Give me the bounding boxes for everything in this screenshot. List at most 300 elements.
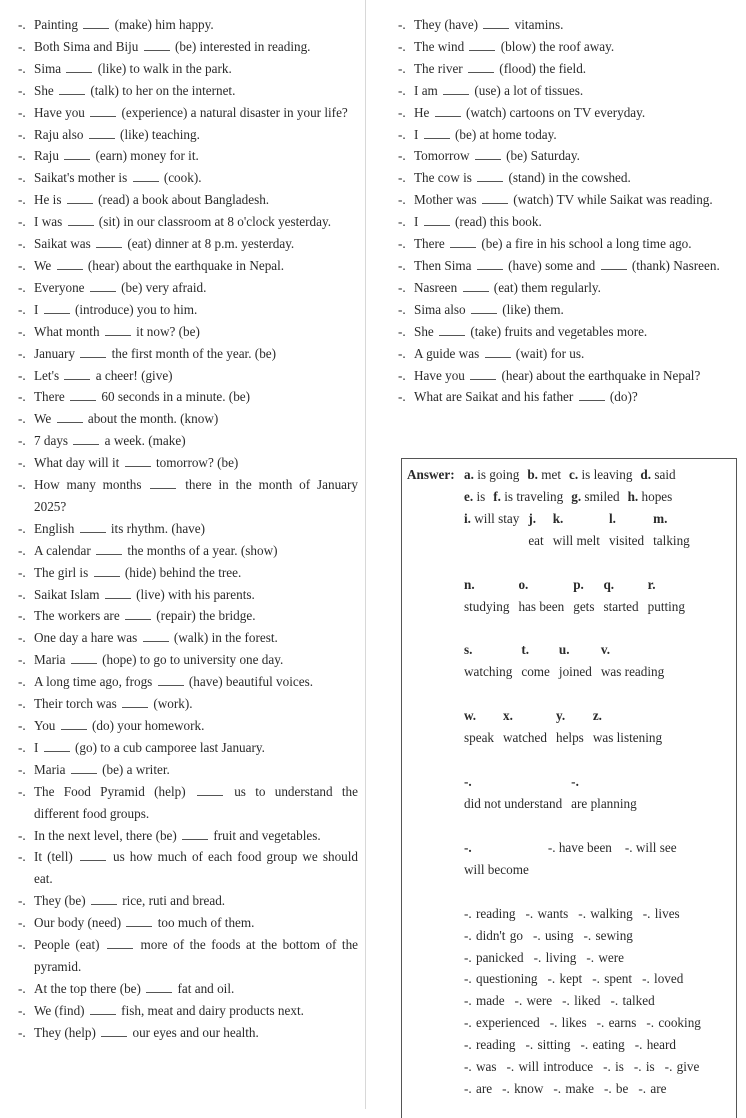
right-exercise-column (398, 14, 738, 408)
answer-text: talking (653, 532, 690, 548)
answer-text: studying (464, 598, 510, 614)
item-bullet: -. (398, 389, 406, 405)
exercise-item (398, 233, 738, 255)
answer-blank[interactable] (439, 324, 465, 336)
item-text-after: (be) very afraid. (121, 279, 207, 295)
item-bullet: -. (398, 257, 406, 273)
item-bullet: -. (18, 827, 26, 843)
exercise-item (18, 759, 358, 781)
item-text-before: She (34, 82, 54, 98)
answer-blank[interactable] (477, 258, 503, 270)
item-bullet: -. (18, 586, 26, 602)
spacer (464, 881, 732, 903)
answer-text: speak (464, 730, 495, 746)
answer-blank[interactable] (80, 346, 106, 358)
answer-letter: f. (493, 488, 501, 504)
answer-text: -. walking (578, 905, 633, 921)
answer-letter: o. (518, 576, 529, 592)
answer-text: is traveling (504, 488, 564, 504)
item-text-after: (talk) to her on the internet. (90, 82, 236, 98)
item-bullet: -. (18, 433, 26, 449)
answer-row (464, 903, 732, 925)
item-text-before: He (414, 104, 430, 120)
answer-entry (464, 508, 519, 552)
item-bullet: -. (18, 455, 26, 471)
answer-blank[interactable] (482, 192, 508, 204)
item-bullet: -. (18, 739, 26, 755)
item-text-before: English (34, 520, 75, 536)
answer-blank[interactable] (450, 236, 476, 248)
item-text-after: (stand) in the cowshed. (508, 170, 631, 186)
answer-letter: -. (464, 839, 472, 855)
answer-text: will stay (474, 510, 520, 526)
item-bullet: -. (398, 345, 406, 361)
answer-text: gets (573, 598, 595, 614)
exercise-item (398, 124, 738, 146)
answer-blank[interactable] (89, 127, 115, 139)
item-text-after: (make) him happy. (114, 17, 214, 32)
item-text-after: (hide) behind the tree. (124, 564, 242, 580)
answer-blank[interactable] (90, 280, 116, 292)
answer-text: helps (555, 730, 584, 746)
answer-text: -. are (464, 1080, 493, 1096)
answer-row (464, 486, 732, 508)
answer-row (464, 990, 732, 1012)
item-bullet: -. (18, 214, 26, 230)
answer-text: met (541, 467, 562, 482)
item-bullet: -. (18, 542, 26, 558)
spacer (464, 815, 732, 837)
item-bullet: -. (398, 170, 406, 186)
item-text-after: (be) a fire in his school a long time ago. (481, 236, 692, 252)
item-bullet: -. (18, 718, 26, 733)
answer-blank[interactable] (601, 258, 627, 270)
answer-blank[interactable] (94, 565, 120, 577)
answer-blank[interactable] (463, 280, 489, 292)
answer-text: -. sewing (583, 927, 633, 943)
answer-entry (571, 771, 637, 815)
answer-row (464, 464, 732, 486)
item-text-after: fat and oil. (177, 980, 235, 996)
answer-blank[interactable] (61, 718, 87, 730)
answer-blank[interactable] (70, 389, 96, 401)
answer-blank[interactable] (71, 652, 97, 664)
answer-text: -. make (553, 1080, 594, 1096)
answer-text: -. reading (464, 905, 516, 921)
item-bullet: -. (398, 236, 406, 252)
answer-blank[interactable] (105, 587, 131, 599)
exercise-item (18, 80, 358, 102)
answer-blank[interactable] (96, 236, 122, 248)
item-text-after: rice, ruti and bread. (122, 893, 226, 909)
exercise-item (18, 277, 358, 299)
answer-letter: -. (571, 774, 579, 790)
answer-letter: x. (503, 708, 513, 724)
answer-letter: s. (464, 642, 473, 658)
answer-blank[interactable] (105, 324, 131, 336)
item-text-before: The workers are (34, 608, 120, 624)
item-text-after: (eat) them regularly. (493, 279, 601, 295)
item-bullet: -. (398, 192, 406, 208)
item-bullet: -. (398, 82, 406, 98)
answer-blank[interactable] (71, 762, 97, 774)
item-bullet: -. (18, 82, 26, 98)
exercise-item (18, 36, 358, 58)
answer-blank[interactable] (90, 105, 116, 117)
item-text-before: What month (34, 323, 100, 339)
item-text-before: I was (34, 214, 63, 230)
item-text-after: (have) beautiful voices. (188, 674, 314, 690)
item-text-after: a week. (make) (104, 433, 186, 449)
answer-blank[interactable] (125, 455, 151, 467)
item-text-before: Tomorrow (414, 148, 470, 164)
exercise-item (18, 693, 358, 715)
item-text-after: us how much of each food group we should eat. (34, 849, 359, 887)
answer-text: -. sitting (525, 1037, 571, 1053)
answer-blank[interactable] (64, 368, 90, 380)
item-bullet: -. (18, 126, 26, 142)
answer-blank[interactable] (485, 346, 511, 358)
answer-text: is leaving (581, 467, 633, 482)
answer-blank[interactable] (143, 630, 169, 642)
exercise-item (398, 36, 738, 58)
item-text-middle: (have) some and (508, 257, 596, 273)
answer-blank[interactable] (125, 608, 151, 620)
spacer (464, 683, 732, 705)
item-text-after: its rhythm. (have) (110, 520, 206, 536)
item-text-before: I (414, 214, 419, 230)
item-bullet: -. (18, 367, 26, 383)
answer-blank[interactable] (44, 740, 70, 752)
answer-text: -. cooking (646, 1015, 701, 1031)
item-bullet: -. (18, 915, 26, 931)
answer-text: -. panicked (464, 949, 524, 965)
answer-blank[interactable] (475, 148, 501, 160)
exercise-item (18, 671, 358, 693)
exercise-item (18, 365, 358, 387)
item-text-after: (introduce) you to him. (75, 301, 198, 317)
exercise-item (18, 781, 358, 825)
answer-blank[interactable] (197, 784, 223, 796)
exercise-item (18, 627, 358, 649)
answer-entry (573, 574, 594, 618)
item-text-before: They (be) (34, 893, 86, 909)
answer-entry (528, 508, 543, 552)
answer-text: -. questioning (464, 971, 538, 987)
answer-letter: v. (600, 642, 611, 658)
answer-blank[interactable] (101, 1025, 127, 1037)
answer-entry (553, 508, 600, 552)
answer-letter: d. (640, 467, 652, 482)
item-text-after: (use) a lot of tissues. (474, 82, 584, 98)
item-text-after: the first month of the year. (be) (111, 345, 277, 361)
answer-entry (493, 489, 563, 504)
answer-blank[interactable] (67, 192, 93, 204)
answer-blank[interactable] (150, 477, 176, 489)
answer-text: -. eating (580, 1037, 625, 1053)
answer-entry (518, 574, 564, 618)
exercise-item (18, 430, 358, 452)
answer-text: -. was (464, 1059, 497, 1075)
item-bullet: -. (18, 520, 26, 536)
answer-text: is going (477, 467, 520, 482)
answer-letter: m. (653, 510, 668, 526)
answer-entry (601, 639, 664, 683)
item-bullet: -. (18, 301, 26, 317)
answer-entry (464, 705, 494, 749)
answer-row (464, 1012, 732, 1034)
answer-entry (640, 467, 675, 482)
item-text-after: (be) a writer. (102, 761, 170, 777)
answer-text: are planning (571, 795, 637, 811)
item-text-before: We (34, 257, 52, 273)
item-bullet: -. (18, 389, 26, 405)
item-text-after: (be) Saturday. (506, 148, 580, 164)
answer-text: -. will introduce (506, 1059, 594, 1075)
item-text-before: Painting (34, 17, 78, 32)
item-text-before: Have you (34, 104, 85, 120)
answer-blank[interactable] (122, 696, 148, 708)
item-text-before: Saikat was (34, 236, 91, 252)
answer-blank[interactable] (59, 83, 85, 95)
answer-blank[interactable] (468, 61, 494, 73)
answer-text: watching (464, 664, 513, 680)
item-text-after: (walk) in the forest. (173, 630, 278, 646)
item-text-after: (like) them. (502, 301, 564, 317)
item-text-before: I (34, 739, 39, 755)
item-bullet: -. (18, 937, 26, 953)
answer-blank[interactable] (133, 170, 159, 182)
answer-text: -. earns (596, 1015, 637, 1031)
item-text-after: (read) this book. (455, 214, 542, 230)
answer-blank[interactable] (469, 39, 495, 51)
item-bullet: -. (18, 38, 26, 54)
exercise-item (398, 343, 738, 365)
exercise-item (18, 518, 358, 540)
answer-entry (521, 639, 550, 683)
answer-blank[interactable] (483, 17, 509, 29)
item-text-before: At the top there (be) (34, 980, 141, 996)
item-bullet: -. (398, 301, 406, 317)
answer-blank[interactable] (83, 17, 109, 29)
answer-entry (569, 467, 632, 482)
exercise-item (18, 474, 358, 518)
answer-letter: z. (592, 708, 602, 724)
item-text-after: us to understand the different food groups. (34, 783, 358, 821)
exercise-item (398, 299, 738, 321)
exercise-item (18, 605, 358, 627)
answer-text: is (476, 488, 486, 504)
answer-letter: -. (464, 774, 472, 790)
answer-row (464, 1056, 732, 1078)
item-text-before: Both Sima and Biju (34, 38, 139, 54)
answer-entry (571, 489, 619, 504)
left-exercise-column (18, 14, 358, 1044)
item-bullet: -. (18, 192, 26, 208)
answer-text: -. know (502, 1080, 544, 1096)
item-text-after: (watch) cartoons on TV everyday. (465, 104, 646, 120)
answer-text: come (521, 664, 550, 680)
answer-blank[interactable] (435, 105, 461, 117)
answer-blank[interactable] (90, 1003, 116, 1015)
item-text-after: (thank) Nasreen. (631, 257, 720, 273)
answer-text: -. have been (547, 839, 612, 855)
exercise-item (18, 1022, 358, 1044)
item-text-after: (like) teaching. (120, 126, 200, 142)
answer-blank[interactable] (146, 981, 172, 993)
item-bullet: -. (18, 60, 26, 76)
item-text-after: (take) fruits and vegetables more. (470, 323, 648, 339)
answer-row (464, 968, 732, 990)
answer-text: has been (518, 598, 565, 614)
item-text-before: Let's (34, 367, 60, 383)
answer-blank[interactable] (424, 214, 450, 226)
answer-text: -. is (603, 1059, 624, 1075)
item-bullet: -. (398, 60, 406, 76)
item-text-before: Saikat's mother is (34, 170, 128, 186)
answer-blank[interactable] (80, 521, 106, 533)
answer-blank[interactable] (182, 828, 208, 840)
item-text-after: vitamins. (514, 17, 564, 32)
exercise-item (18, 343, 358, 365)
item-text-after: about the month. (know) (87, 411, 219, 427)
item-bullet: -. (398, 214, 406, 230)
answer-blank[interactable] (477, 170, 503, 182)
item-text-before: Their torch was (34, 696, 117, 712)
item-text-after: (wait) for us. (515, 345, 585, 361)
answer-blank[interactable] (73, 433, 99, 445)
item-bullet: -. (18, 257, 26, 273)
answer-text: did not understand (464, 795, 563, 811)
item-text-before: He is (34, 192, 62, 208)
answer-blank[interactable] (158, 674, 184, 686)
answer-grid (464, 508, 732, 552)
item-text-before: Everyone (34, 279, 85, 295)
answer-blank[interactable] (470, 368, 496, 380)
item-bullet: -. (18, 1024, 26, 1040)
answer-letter: q. (603, 576, 615, 592)
spacer (464, 749, 732, 771)
exercise-item (18, 102, 358, 124)
item-text-after: (earn) money for it. (95, 148, 199, 164)
exercise-item (18, 649, 358, 671)
item-bullet: -. (18, 564, 26, 580)
exercise-item (18, 584, 358, 606)
answer-blank[interactable] (443, 83, 469, 95)
item-text-after: (experience) a natural disaster in your life? (121, 104, 348, 120)
item-text-before: A calendar (34, 542, 91, 558)
answer-blank[interactable] (64, 148, 90, 160)
exercise-item (398, 211, 738, 233)
answer-letter: y. (555, 708, 566, 724)
answer-entry (593, 705, 662, 749)
answer-entry (628, 489, 673, 504)
item-text-after: (repair) the bridge. (156, 608, 256, 624)
exercise-item (18, 737, 358, 759)
answer-blank[interactable] (66, 61, 92, 73)
answer-letter: h. (627, 488, 639, 504)
item-text-before: We (find) (34, 1002, 85, 1018)
item-text-after: (cook). (163, 170, 202, 186)
exercise-item (18, 408, 358, 430)
answer-blank[interactable] (126, 915, 152, 927)
exercise-item (398, 321, 738, 343)
answer-text: said (654, 467, 676, 482)
answer-entry (464, 467, 519, 482)
answer-letter: e. (464, 488, 474, 504)
answer-blank[interactable] (57, 258, 83, 270)
exercise-item (398, 189, 738, 211)
item-bullet: -. (18, 104, 26, 120)
answer-text: will melt (552, 532, 600, 548)
answer-text: -. will see (624, 839, 677, 855)
answer-entry (464, 574, 509, 618)
answer-blank[interactable] (80, 849, 106, 861)
answer-entry (464, 837, 529, 881)
item-text-after: it now? (be) (136, 323, 200, 339)
exercise-item (18, 846, 358, 890)
answer-blank[interactable] (579, 389, 605, 401)
answer-blank[interactable] (68, 214, 94, 226)
item-bullet: -. (398, 38, 406, 54)
answer-entry (559, 639, 592, 683)
answer-blank[interactable] (107, 937, 133, 949)
answer-letter: j. (528, 510, 537, 526)
exercise-item (18, 145, 358, 167)
answer-body (464, 464, 732, 1100)
exercise-item (18, 1000, 358, 1022)
item-text-after: more of the foods at the bottom of the pyramid. (34, 937, 359, 974)
exercise-item (18, 912, 358, 934)
answer-blank[interactable] (91, 893, 117, 905)
answer-text: -. reading (464, 1037, 516, 1053)
answer-grid (464, 771, 732, 815)
exercise-item (18, 978, 358, 1000)
answer-blank[interactable] (57, 411, 83, 423)
item-text-before: Mother was (414, 192, 477, 208)
exercise-item (18, 233, 358, 255)
item-bullet: -. (18, 345, 26, 361)
column-divider (365, 0, 366, 1109)
answer-blank[interactable] (96, 543, 122, 555)
item-text-after: 60 seconds in a minute. (be) (101, 389, 251, 405)
item-text-after: there in the month of January 2025? (34, 477, 359, 514)
item-text-after: (watch) TV while Saikat was reading. (513, 192, 713, 208)
answer-text: was reading (600, 664, 665, 680)
answer-letter: p. (573, 576, 584, 592)
item-text-after: (hear) about the earthquake in Nepal. (87, 257, 285, 273)
item-text-after: (eat) dinner at 8 p.m. yesterday. (127, 236, 295, 252)
item-text-before: The wind (414, 38, 465, 54)
answer-text: -. are (638, 1080, 667, 1096)
item-text-after: (blow) the roof away. (500, 38, 615, 54)
answer-blank[interactable] (44, 302, 70, 314)
item-bullet: -. (18, 170, 26, 186)
answer-entry-inline (464, 508, 519, 530)
answer-blank[interactable] (424, 127, 450, 139)
item-text-before: Sima also (414, 301, 466, 317)
exercise-item (398, 14, 738, 36)
exercise-item (18, 386, 358, 408)
item-text-after: (hope) to go to university one day. (102, 652, 284, 668)
item-text-after: (like) to walk in the park. (97, 60, 232, 76)
answer-blank[interactable] (144, 39, 170, 51)
item-text-before: In the next level, there (be) (34, 827, 177, 843)
answer-text: smiled (584, 488, 620, 504)
item-text-before: She (414, 323, 434, 339)
answer-blank[interactable] (471, 302, 497, 314)
exercise-item (398, 145, 738, 167)
